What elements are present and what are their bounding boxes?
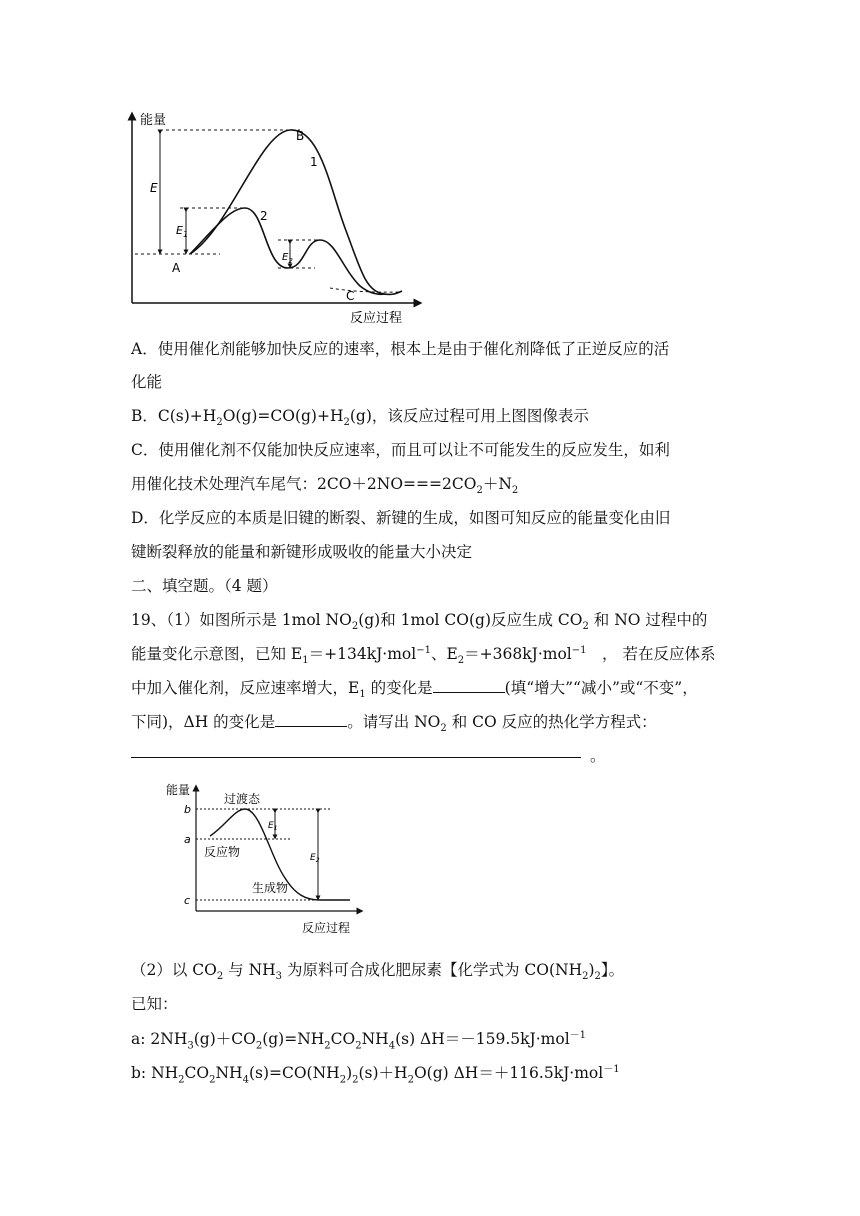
product-label: 生成物 <box>252 881 289 895</box>
option-a-line2: 化能 <box>131 373 163 391</box>
option-c-line2: 用催化技术处理汽车尾气：$2CO+2NO===2CO_2+N_2$ <box>131 475 519 497</box>
level-c: c <box>184 894 191 907</box>
answer-line-equation[interactable] <box>131 757 581 758</box>
level-a: a <box>184 833 191 846</box>
E-label: E <box>150 181 158 195</box>
label-C: C <box>346 289 355 303</box>
y-axis-label-2: 能量 <box>166 783 191 797</box>
answer-blank-e1[interactable] <box>433 678 505 693</box>
q19-line2: 能量变化示意图，已知 $E_1=+134kJ\cdot mol^{-1}$、$E_2=+368kJ\cdot mol^{-1}$ ， 若在反应体系 <box>131 644 716 667</box>
option-c-line1: C．使用催化剂不仅能加快反应速率，而且可以让不可能发生的反应发生，如利 <box>131 441 670 459</box>
equation-b: b: $NH_2CO_2NH_4(s)=CO(NH_2)_2(s)+H_2O(g)$ ΔH＝＋116.5kJ·mol$^{-1}$ <box>131 1064 620 1086</box>
label-B: B <box>296 129 305 143</box>
x-axis-label-2: 反应过程 <box>302 921 351 935</box>
q19-line1: 19、（1）如图所示是 1mol $NO_2(g)$和 1mol CO(g)反应生成 $CO_2$ 和 NO 过程中的 <box>131 611 708 633</box>
option-d-line2: 键断裂释放的能量和新键形成吸收的能量大小决定 <box>131 543 473 561</box>
curve-1 <box>190 130 402 295</box>
energy-diagram-2 <box>160 776 370 938</box>
option-b: B．$C(s)+H_2O(g)=CO(g)+H_2(g)$，该反应过程可用上图图像表示 <box>131 407 589 429</box>
q2-known: 已知： <box>131 995 178 1013</box>
label-A: A <box>172 261 181 275</box>
level-b: b <box>184 803 191 816</box>
period: 。 <box>590 747 606 765</box>
reactant-label: 反应物 <box>204 845 241 859</box>
option-a-line1: A．使用催化剂能够加快反应的速率，根本上是由于催化剂降低了正逆反应的活 <box>131 340 670 358</box>
E2-label: $E_2$ <box>282 252 293 265</box>
label-curve-1: 1 <box>310 155 318 169</box>
answer-blank-dh[interactable] <box>275 712 347 727</box>
q19-line4: 下同)，ΔH 的变化是 。请写出 $NO_2$ 和 CO 反应的热化学方程式： <box>131 713 657 735</box>
energy-diagram-1 <box>120 108 430 328</box>
option-d-line1: D．化学反应的本质是旧键的断裂、新键的生成，如图可知反应的能量变化由旧 <box>131 509 671 527</box>
E1-label: $E_1$ <box>176 224 189 239</box>
label-curve-2: 2 <box>260 209 268 223</box>
transition-state-label: 过渡态 <box>224 792 261 806</box>
E1-label-2: $E_1$ <box>268 821 278 832</box>
E2-label-2: $E_2$ <box>310 853 320 864</box>
q19-line3: 中加入催化剂，反应速率增大，$E_1$ 的变化是 (填“增大”“减小”或“不变”， <box>131 679 698 701</box>
y-axis-label: 能量 <box>140 113 167 128</box>
section-heading: 二、填空题。（4 题） <box>131 577 278 595</box>
equation-a: a: $2NH_3(g)+CO_2(g)=NH_2CO_2NH_4(s)$ ΔH＝－159.5kJ·mol$^{-1}$ <box>131 1030 587 1052</box>
x-axis-label: 反应过程 <box>350 311 403 326</box>
q2-line1: （2）以 $CO_2$ 与 $NH_3$ 为原料可合成化肥尿素【化学式为 $CO(NH_2)_2$】。 <box>131 961 625 983</box>
